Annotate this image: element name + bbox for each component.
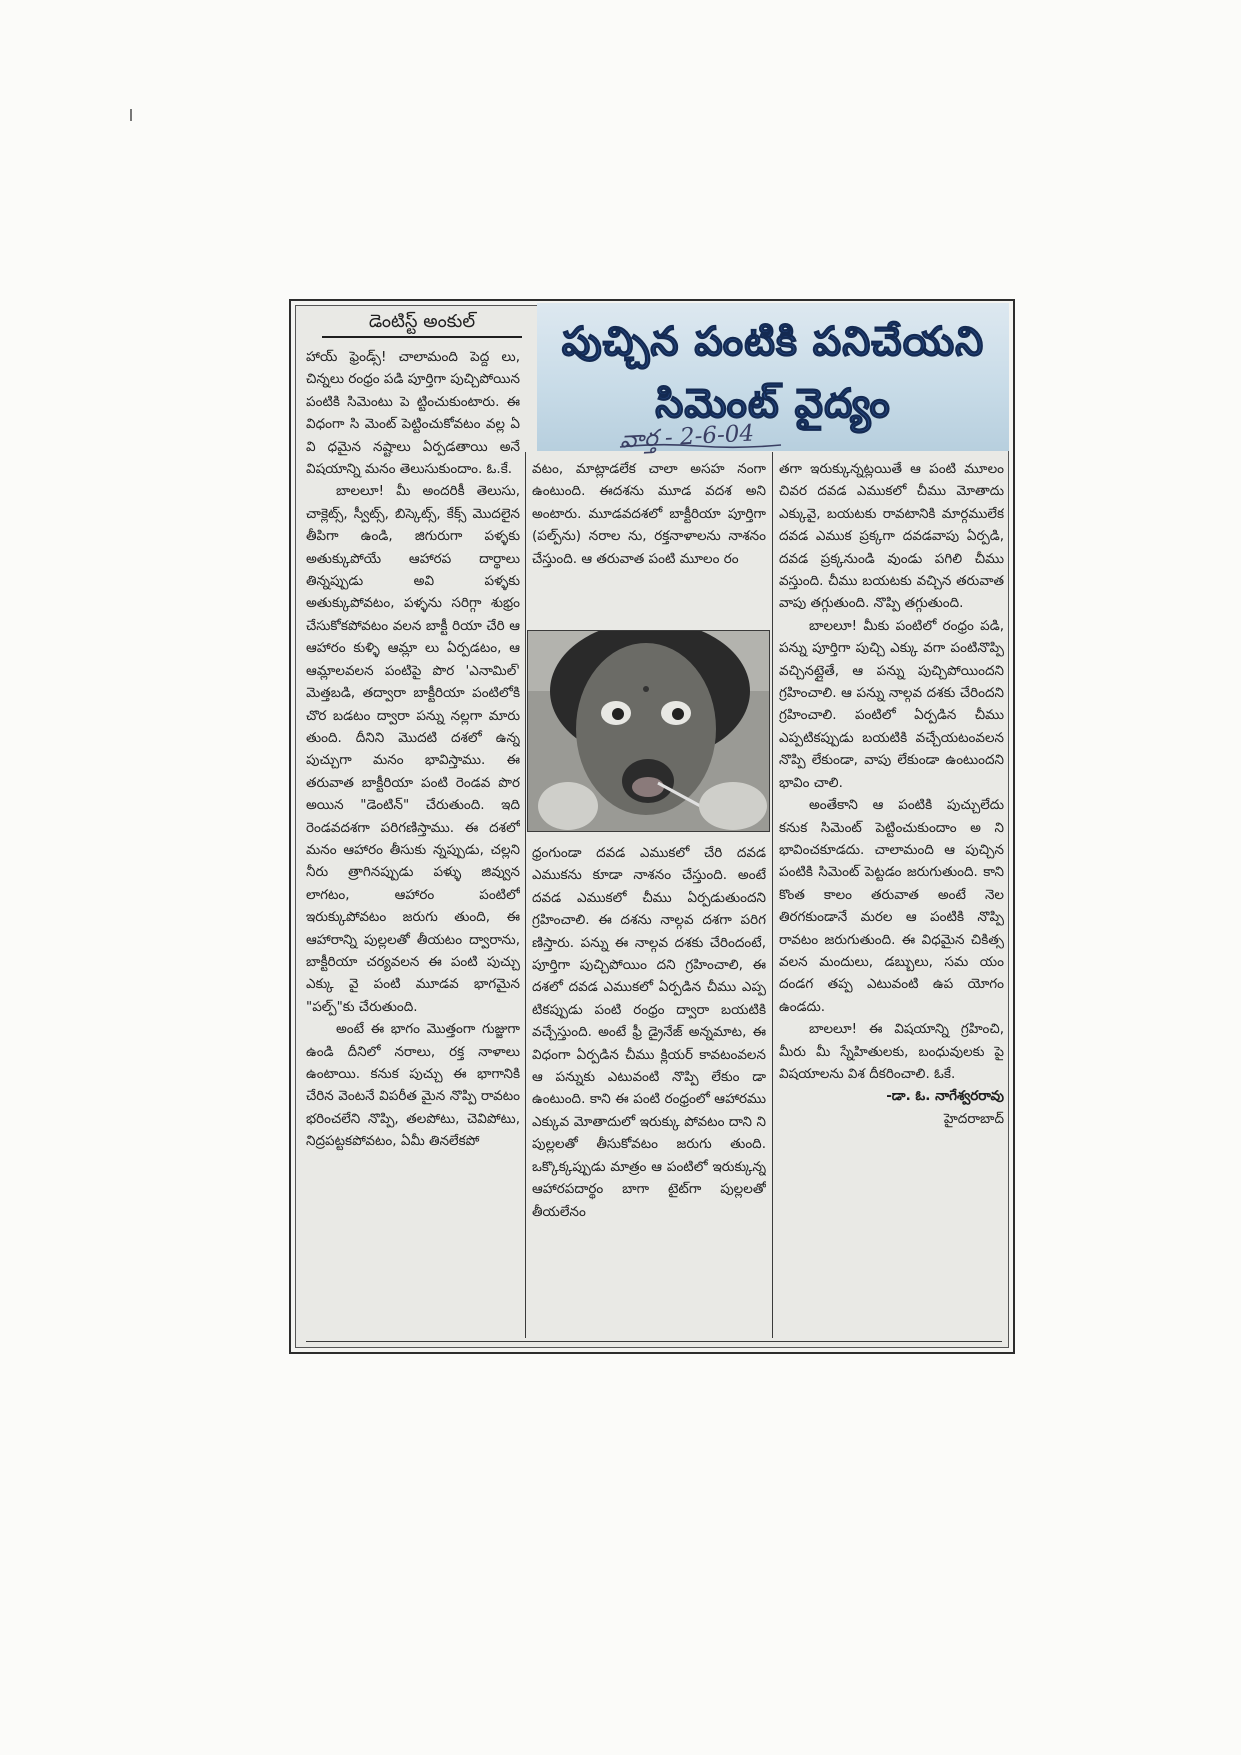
body-paragraph: వటం, మాట్లాడలేక చాలా అసహ నంగా ఉంటుంది. ఈదశను మూడ వదశ అని అంటారు. మూడవదశలో బాక్టీరియా పూర్తిగా (పల్ప్‌ను) నరాల ను, రక్తనాళాలను నాశనం చేస్తుంది. ఆ తరువాత పంటి మూలం రం: [532, 461, 766, 567]
clipping-bottom-rule: [306, 1341, 1002, 1342]
scan-mark: [130, 109, 132, 121]
column-divider-2: [772, 452, 773, 1338]
article-column-2-top: [532, 458, 766, 616]
author-place: హైదరాబాద్: [943, 1110, 1004, 1127]
article-column-3: [779, 458, 1004, 1336]
article-column-2-bottom: [532, 842, 766, 1336]
column-divider-1: [525, 452, 526, 1338]
author-signoff: -డా. ఓ. నాగేశ్వరరావు: [886, 1088, 1004, 1105]
child-dental-exam-photo: [527, 630, 770, 832]
body-paragraph: ధ్రంగుండా దవడ ఎముకలో చేరి దవడ ఎముకను కూడా నాశనం చేస్తుంది. అంటే దవడ ఎముకలో చీము ఏర్పడుతుందని గ్రహించాలి. ఈ దశను నాల్గవ దశగా పరిగ ణిస్తారు. పన్ను ఈ నాల్గవ దశకు చేరిందంటే, పూర్తిగా పుచ్చిపోయిం దని గ్రహించాలి, ఈ దశలో దవడ ఎముకలో ఏర్పడిన చీము ఎప్ప టికప్పుడు పంటి రంధ్రం ద్వారా బయటికి వచ్చేస్తుంది. అంటే ఫ్రీ డ్రైనేజ్ అన్నమాట, ఈ విధంగా ఏర్పడిన చీము క్లియర్ కావటంవలన ఆ పన్నుకు ఎటువంటి నొప్పి లేకుం డా ఉంటుంది. కాని ఈ పంటి రంధ్రంలో ఆహారము ఎక్కువ మోతాదులో ఇరుక్కు పోవటం దాని ని పుల్లలతో తీసుకోవటం జరుగు తుంది. ఒక్కొక్కప్పుడు మాత్రం ఆ పంటిలో ఇరుక్కున్న ఆహారపదార్థం బాగా టైట్‌గా పుల్లలతో తీయలేనం: [532, 845, 766, 1220]
kicker-underline: [322, 336, 522, 338]
handwritten-date: వార్త - 2-6-04: [619, 420, 755, 454]
body-paragraph: తగా ఇరుక్కున్నట్లయితే ఆ పంటి మూలం చివర దవడ ఎముకలో చీము మోతాదు ఎక్కువై, బయటకు రావటానికి మార్గములేక దవడ ఎముక ప్రక్కగా దవడవాపు ఏర్పడి, దవడ ప్రక్కనుండి వుండు పగిలి చీము వస్తుంది. చీము బయటకు వచ్చిన తరువాత వాపు తగ్గుతుంది. నొప్పి తగ్గుతుంది.: [779, 461, 1004, 612]
body-paragraph: బాలలూ! మీ అందరికీ తెలుసు, చాక్లెట్స్, స్వీట్స్, బిస్కెట్స్, కేక్స్ మొదలైన తీపిగా ఉండి, జిగురుగా పళ్ళకు అతుక్కుపోయే ఆహారప దార్థాలు తిన్నప్పుడు అవి పళ్ళకు అతుక్కుపోవటం, పళ్ళను సరిగ్గా శుభ్రం చేసుకోకపోవటం వలన బాక్టీ రియా చేరి ఆ ఆహారం కుళ్ళి ఆమ్లా లు ఏర్పడటం, ఆ ఆమ్లాలవలన పంటిపై పొర 'ఎనామిల్' మెత్తబడి, తద్వారా బాక్టీరియా పంటిలోకి చొర బడటం ద్వారా పన్ను నల్లగా మారు తుంది. దీనిని మొదటి దశలో ఉన్న పుచ్చుగా మనం భావిస్తాము. ఈ తరువాత బాక్టీరియా పంటి రెండవ పొర అయిన "డెంటిన్" చేరుతుంది. ఇది రెండవదశగా పరిగణిస్తాము. ఈ దశలో మనం ఆహారం తీసుకు న్నప్పుడు, చల్లని నీరు త్రాగినప్పుడు పళ్ళు జివ్వున లాగటం, ఆహారం పంటిలో ఇరుక్కుపోవటం జరుగు తుంది, ఈ ఆహారాన్ని పుల్లలతో తీయటం ద్వారాను, బాక్టీరియా చర్యవలన ఈ పంటి పుచ్చు ఎక్కు వై పంటి మూడవ భాగమైన "పల్ప్"కు చేరుతుంది.: [306, 483, 520, 1015]
body-paragraph: అంటే ఈ భాగం మొత్తంగా గుజ్జుగా ఉండి దీనిలో నరాలు, రక్త నాళాలు ఉంటాయి. కనుక పుచ్చు ఈ భాగానికి చేరిన వెంటనే విపరీత మైన నొప్పి రావటం భరించలేని నొప్పి, తలపోటు, చెవిపోటు, నిద్రపట్టకపోవటం, ఏమీ తినలేకపో: [306, 1021, 520, 1150]
date-underline-scribble: [618, 443, 783, 449]
body-paragraph: అంతేకాని ఆ పంటికి పుచ్చులేదు కనుక సిమెంట్ పెట్టించుకుందాం అ ని భావించకూడదు. చాలామంది ఆ పుచ్చిన పంటికి సిమెంట్ పెట్టడం జరుగుతుంది. కాని కొంత కాలం తరువాత అంటే నెల తిరగకుండానే మరల ఆ పంటికి నొప్పి రావటం జరుగుతుంది. ఈ విధమైన చికిత్స వలన మందులు, డబ్బులు, సమ యం దండగ తప్ప ఎటువంటి ఉప యోగం ఉండదు.: [779, 797, 1004, 1015]
headline-line-2: సిమెంట్ వైద్యం: [655, 381, 891, 427]
headline-banner: [537, 303, 1009, 451]
intro-paragraph: హాయ్ ఫ్రెండ్స్! చాలామంది పెద్ద లు, చిన్నలు రంధ్రం పడి పూర్తిగా పుచ్చిపోయిన పంటికి సిమెంటు పె ట్టించుకుంటారు. ఈ విధంగా సి మెంట్ పెట్టించుకోవటం వల్ల ఏ వి ధమైన నష్టాలు ఏర్పడతాయి అనే విషయాన్ని మనం తెలుసుకుందాం. ఓ.కే.: [306, 349, 520, 478]
article-column-1: [306, 346, 520, 1336]
body-paragraph: బాలలూ! ఈ విషయాన్ని గ్రహించి, మీరు మీ స్నేహితులకు, బంధువులకు పై విషయాలను విశ దీకరించాలి. ఓకే.: [779, 1021, 1004, 1082]
headline-line-1: పుచ్చిన పంటికి పనిచేయని: [561, 319, 985, 365]
column-kicker: డెంటిస్ట్ అంకుల్: [368, 311, 476, 332]
body-paragraph: బాలలూ! మీకు పంటిలో రంధ్రం పడి, పన్ను పూర్తిగా పుచ్చి ఎక్కు వగా పంటినొప్పి వచ్చినట్లైతే, ఆ పన్ను పుచ్చిపోయిందని గ్రహించాలి. ఆ పన్ను నాల్గవ దశకు చేరిందని గ్రహించాలి. పంటిలో ఏర్పడిన చీము ఎప్పటికప్పుడు బయటికి వచ్చేయటంవలన నొప్పి లేకుండా, వాపు లేకుండా ఉంటుందని భావిం చాలి.: [779, 617, 1004, 791]
